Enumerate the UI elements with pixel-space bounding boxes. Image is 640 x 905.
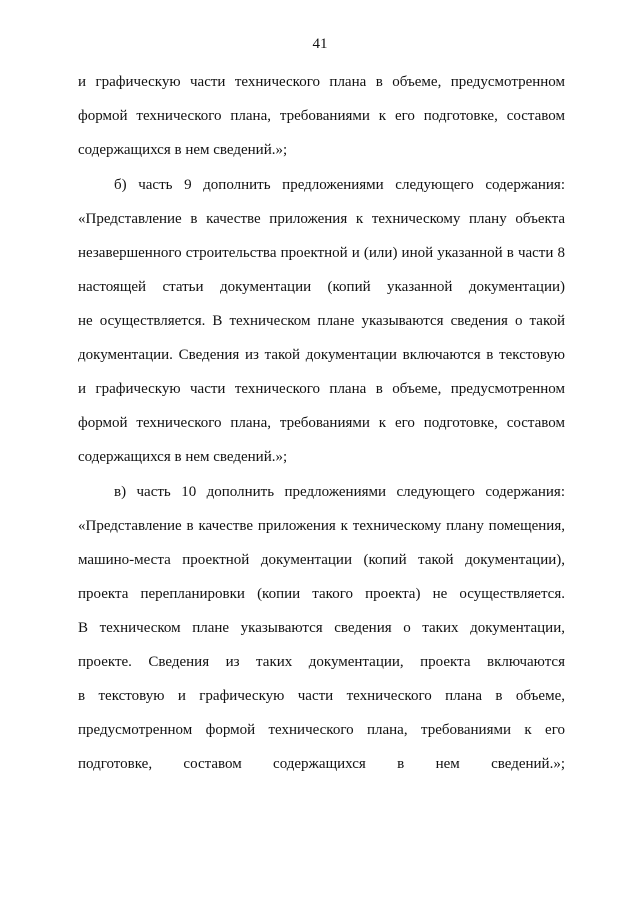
text-line: машино-места проектной документации (копий такой документации),: [78, 552, 565, 568]
text-line: В техническом плане указываются сведения о таких документации,: [78, 620, 565, 636]
paragraph-start-line: б) часть 9 дополнить предложениями следующего содержания:: [114, 177, 565, 193]
text-line: «Представление в качестве приложения к техническому плану объекта: [78, 211, 565, 227]
text-line: подготовке, составом содержащихся в нем сведений.»;: [78, 756, 565, 772]
text-line: не осуществляется. В техническом плане указываются сведения о такой: [78, 313, 565, 329]
text-line: содержащихся в нем сведений.»;: [78, 142, 288, 158]
text-line: содержащихся в нем сведений.»;: [78, 449, 288, 465]
text-line: «Представление в качестве приложения к техническому плану помещения,: [78, 518, 565, 534]
text-line: предусмотренном формой технического плана, требованиями к его: [78, 722, 565, 738]
text-line: документации. Сведения из такой документации включаются в текстовую: [78, 347, 565, 363]
text-line: в текстовую и графическую части технического плана в объеме,: [78, 688, 565, 704]
text-line: и графическую части технического плана в объеме, предусмотренном: [78, 74, 565, 90]
page-number: 41: [312, 36, 328, 52]
text-line: настоящей статьи документации (копий указанной документации): [78, 279, 565, 295]
text-line: проекта перепланировки (копии такого проекта) не осуществляется.: [78, 586, 565, 602]
text-line: и графическую части технического плана в объеме, предусмотренном: [78, 381, 565, 397]
text-line: формой технического плана, требованиями к его подготовке, составом: [78, 415, 565, 431]
text-line: формой технического плана, требованиями к его подготовке, составом: [78, 108, 565, 124]
text-line: проекте. Сведения из таких документации, проекта включаются: [78, 654, 565, 670]
paragraph-start-line: в) часть 10 дополнить предложениями следующего содержания:: [114, 484, 565, 500]
text-line: незавершенного строительства проектной и (или) иной указанной в части 8: [78, 245, 565, 261]
